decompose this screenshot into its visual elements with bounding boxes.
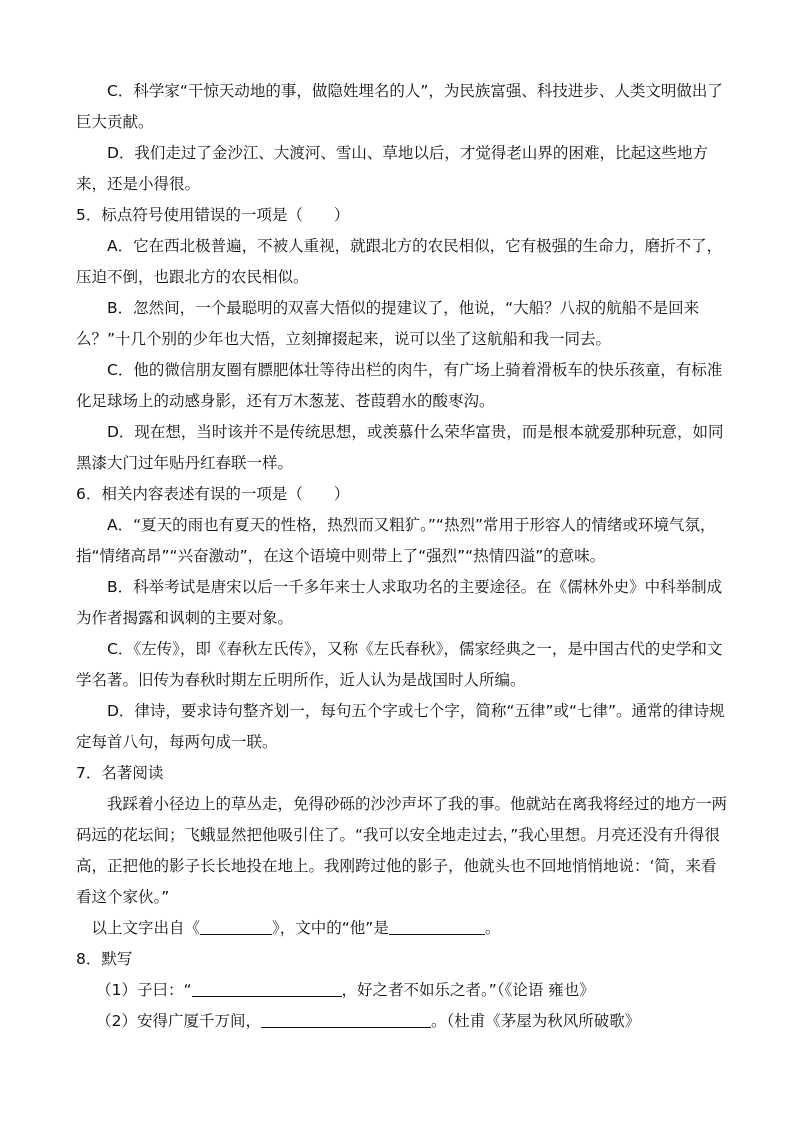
q6-option-b: B．科举考试是唐宋以后一千多年来士人求取功名的主要途径。在《儒林外史》中科举制成为作者揭露和讽刺的主要对象。 [76, 578, 723, 627]
q6-option-d: D．律诗，要求诗句整齐划一，每句五个字或七个字，简称“五律”或“七律”。通常的律诗规定每首八句，每两句成一联。 [76, 702, 725, 751]
q6-option-a: A．“夏天的雨也有夏天的性格，热烈而又粗犷。”“热烈”常用于形容人的情绪或环境气氛，指“情绪高昂”“兴奋激动”，在这个语境中则带上了“强烈”“热情四溢”的意味。 [76, 516, 716, 565]
q4-option-c: C．科学家“干惊天动地的事，做隐姓埋名的人”，为民族富强、科技进步、人类文明做出了巨大贡献。 [76, 82, 723, 131]
q5-option-a: A．它在西北极普遍，不被人重视，就跟北方的农民相似，它有极强的生命力，磨折不了，压迫不倒，也跟北方的农民相似。 [76, 237, 723, 286]
q8-line-1 [76, 975, 728, 1006]
q7-answer-text-3: 。 [484, 919, 501, 937]
q8-line-2 [76, 1006, 728, 1037]
exam-page [76, 76, 728, 1037]
question-5-title: 5．标点符号使用错误的一项是（ ） [76, 206, 350, 224]
q5-option-c: C．他的微信朋友圈有膘肥体壮等待出栏的肉牛，有广场上骑着滑板车的快乐孩童，有标准化足球场上的动感身影，还有万木葱茏、苍葭碧水的酸枣沟。 [76, 361, 723, 410]
q8-line-2-suffix: 。（杜甫《茅屋为秋风所破歌》 [431, 1012, 641, 1030]
q4-option-d: D．我们走过了金沙江、大渡河、雪山、草地以后，才觉得老山界的困难，比起这些地方来，还是小得很。 [76, 144, 708, 193]
q8-line-2-blank[interactable] [261, 1012, 431, 1029]
question-8-title: 8．默写 [76, 950, 133, 968]
q5-option-b: B．忽然间，一个最聪明的双喜大悟似的提建议了，他说，“大船？八叔的航船不是回来么？”十几个别的少年也大悟，立刻撺掇起来，说可以坐了这航船和我一同去。 [76, 299, 700, 348]
q7-character-blank[interactable] [389, 919, 485, 936]
q7-answer-line [76, 913, 728, 944]
question-6-title: 6．相关内容表述有误的一项是（ ） [76, 485, 350, 503]
q7-answer-text-2: 》，文中的“他”是 [272, 919, 389, 937]
q5-option-d: D．现在想，当时该并不是传统思想，或羡慕什么荣华富贵，而是根本就爱那种玩意，如同黑漆大门过年贴丹红春联一样。 [76, 423, 724, 472]
q8-line-2-prefix: （2）安得广厦千万间， [96, 1012, 262, 1030]
q7-passage: 我踩着小径边上的草丛走，免得砂砾的沙沙声坏了我的事。他就站在离我将经过的地方一两码远的花坛间；飞蛾显然把他吸引住了。“我可以安全地走过去，”我心里想。月亮还没有升得很高，正把他的影子长长地投在地上。我刚跨过他的影子，他就头也不回地悄悄地说：‘简，来看看这个家伙。” [76, 795, 728, 906]
q8-line-1-blank[interactable] [192, 981, 342, 998]
q6-option-c: C．《左传》，即《春秋左氏传》，又称《左氏春秋》，儒家经典之一，是中国古代的史学和文学名著。旧传为春秋时期左丘明所作，近人认为是战国时人所编。 [76, 640, 723, 689]
q8-line-1-prefix: （1）子曰：“ [96, 981, 192, 999]
q7-book-blank[interactable] [200, 919, 272, 936]
question-7-title: 7．名著阅读 [76, 764, 164, 782]
q7-answer-text-1: 以上文字出自《 [91, 919, 201, 937]
q8-line-1-suffix: ，好之者不如乐之者。”（《论语 雍也》 [341, 981, 595, 999]
